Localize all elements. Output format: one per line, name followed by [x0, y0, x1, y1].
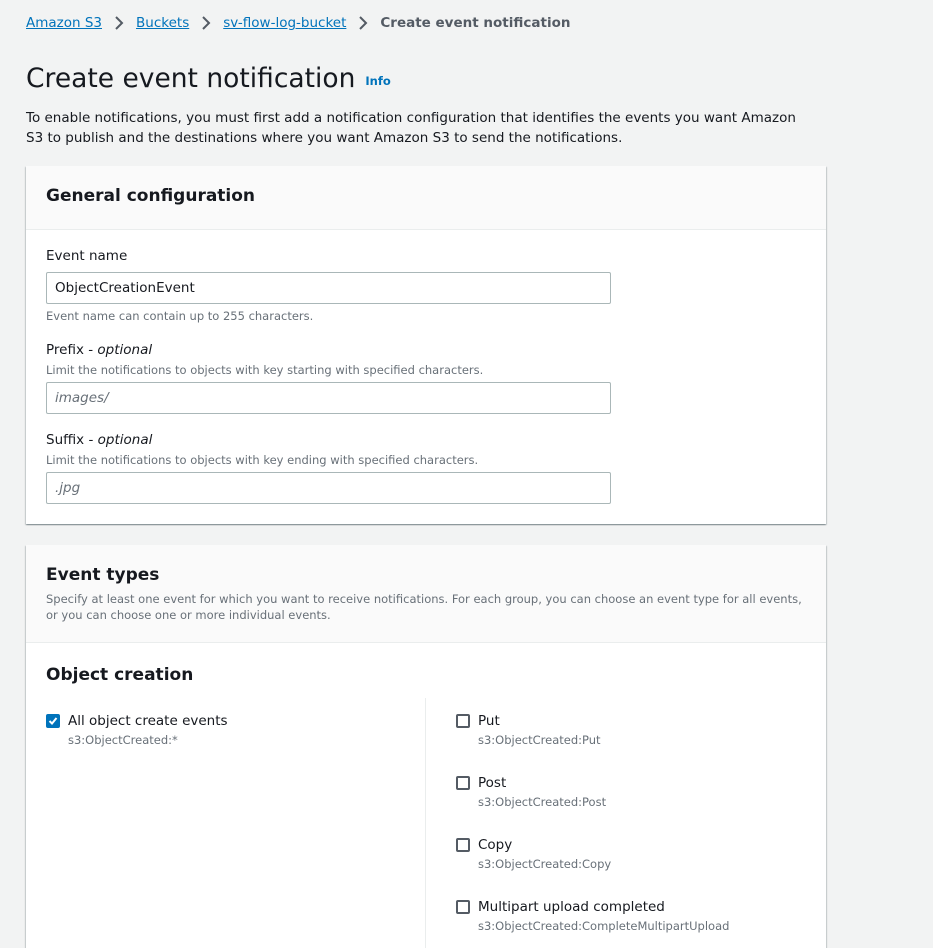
object-creation-title: Object creation	[46, 665, 194, 685]
breadcrumb	[26, 14, 570, 32]
chevron-right-icon	[110, 14, 128, 32]
prefix-hint: Limit the notifications to objects with key starting with specified characters.	[46, 363, 484, 377]
option-label: Multipart upload completed	[478, 899, 665, 915]
all-object-create-events-option[interactable]	[46, 712, 228, 748]
copy-option[interactable]	[456, 836, 611, 872]
option-label: Copy	[478, 837, 513, 853]
panel-description: Specify at least one event for which you want to receive notifications. For each group, you can choose an event type for all events, or you can choose one or more individual events.	[46, 592, 802, 622]
column-divider	[425, 698, 426, 948]
option-code: s3:ObjectCreated:Post	[478, 795, 607, 809]
breadcrumb-current: Create event notification	[380, 15, 571, 31]
option-code: s3:ObjectCreated:Put	[478, 733, 601, 747]
put-checkbox[interactable]	[456, 714, 470, 728]
check-icon	[48, 716, 58, 726]
info-link[interactable]: Info	[365, 74, 391, 88]
suffix-optional: optional	[97, 432, 153, 448]
suffix-label	[46, 432, 152, 448]
page-title: Create event notification	[26, 63, 356, 94]
event-name-label: Event name	[46, 248, 128, 264]
panel-title: Event types	[46, 565, 160, 585]
copy-checkbox[interactable]	[456, 838, 470, 852]
chevron-right-icon	[197, 14, 215, 32]
event-types-panel	[26, 545, 826, 948]
post-option[interactable]	[456, 774, 606, 810]
option-text	[478, 836, 611, 872]
page-description: To enable notifications, you must first add a notification configuration that identifies the events you want Amazon S3 to publish and the destinations where you want Amazon S3 to send the notifications.	[26, 110, 796, 146]
option-text	[478, 712, 601, 748]
option-code: s3:ObjectCreated:Copy	[478, 857, 612, 871]
title-row	[26, 62, 391, 96]
breadcrumb-buckets[interactable]: Buckets	[136, 15, 190, 31]
suffix-label-text: Suffix -	[46, 432, 98, 448]
put-option[interactable]	[456, 712, 601, 748]
general-configuration-panel	[26, 166, 826, 524]
panel-header	[26, 545, 826, 643]
option-text	[478, 898, 729, 934]
option-text	[478, 774, 606, 810]
event-name-hint: Event name can contain up to 255 characters.	[46, 309, 314, 323]
panel-title: General configuration	[46, 186, 256, 206]
event-name-input[interactable]	[46, 272, 611, 304]
prefix-label	[46, 342, 152, 358]
option-label: Put	[478, 713, 500, 729]
prefix-input[interactable]	[46, 382, 611, 414]
option-code: s3:ObjectCreated:*	[68, 733, 178, 747]
suffix-input[interactable]	[46, 472, 611, 504]
post-checkbox[interactable]	[456, 776, 470, 790]
breadcrumb-bucket[interactable]: sv-flow-log-bucket	[223, 15, 347, 31]
multipart-upload-completed-option[interactable]	[456, 898, 729, 934]
suffix-hint: Limit the notifications to objects with key ending with specified characters.	[46, 453, 479, 467]
breadcrumb-amazon-s3[interactable]: Amazon S3	[26, 15, 103, 31]
option-code: s3:ObjectCreated:CompleteMultipartUpload	[478, 919, 730, 933]
chevron-right-icon	[354, 14, 372, 32]
option-text	[68, 712, 228, 748]
prefix-optional: optional	[97, 342, 153, 358]
option-label: Post	[478, 775, 507, 791]
prefix-label-text: Prefix -	[46, 342, 98, 358]
panel-header	[26, 166, 826, 230]
option-label: All object create events	[68, 713, 228, 729]
multipart-upload-completed-checkbox[interactable]	[456, 900, 470, 914]
all-object-create-events-checkbox[interactable]	[46, 714, 60, 728]
